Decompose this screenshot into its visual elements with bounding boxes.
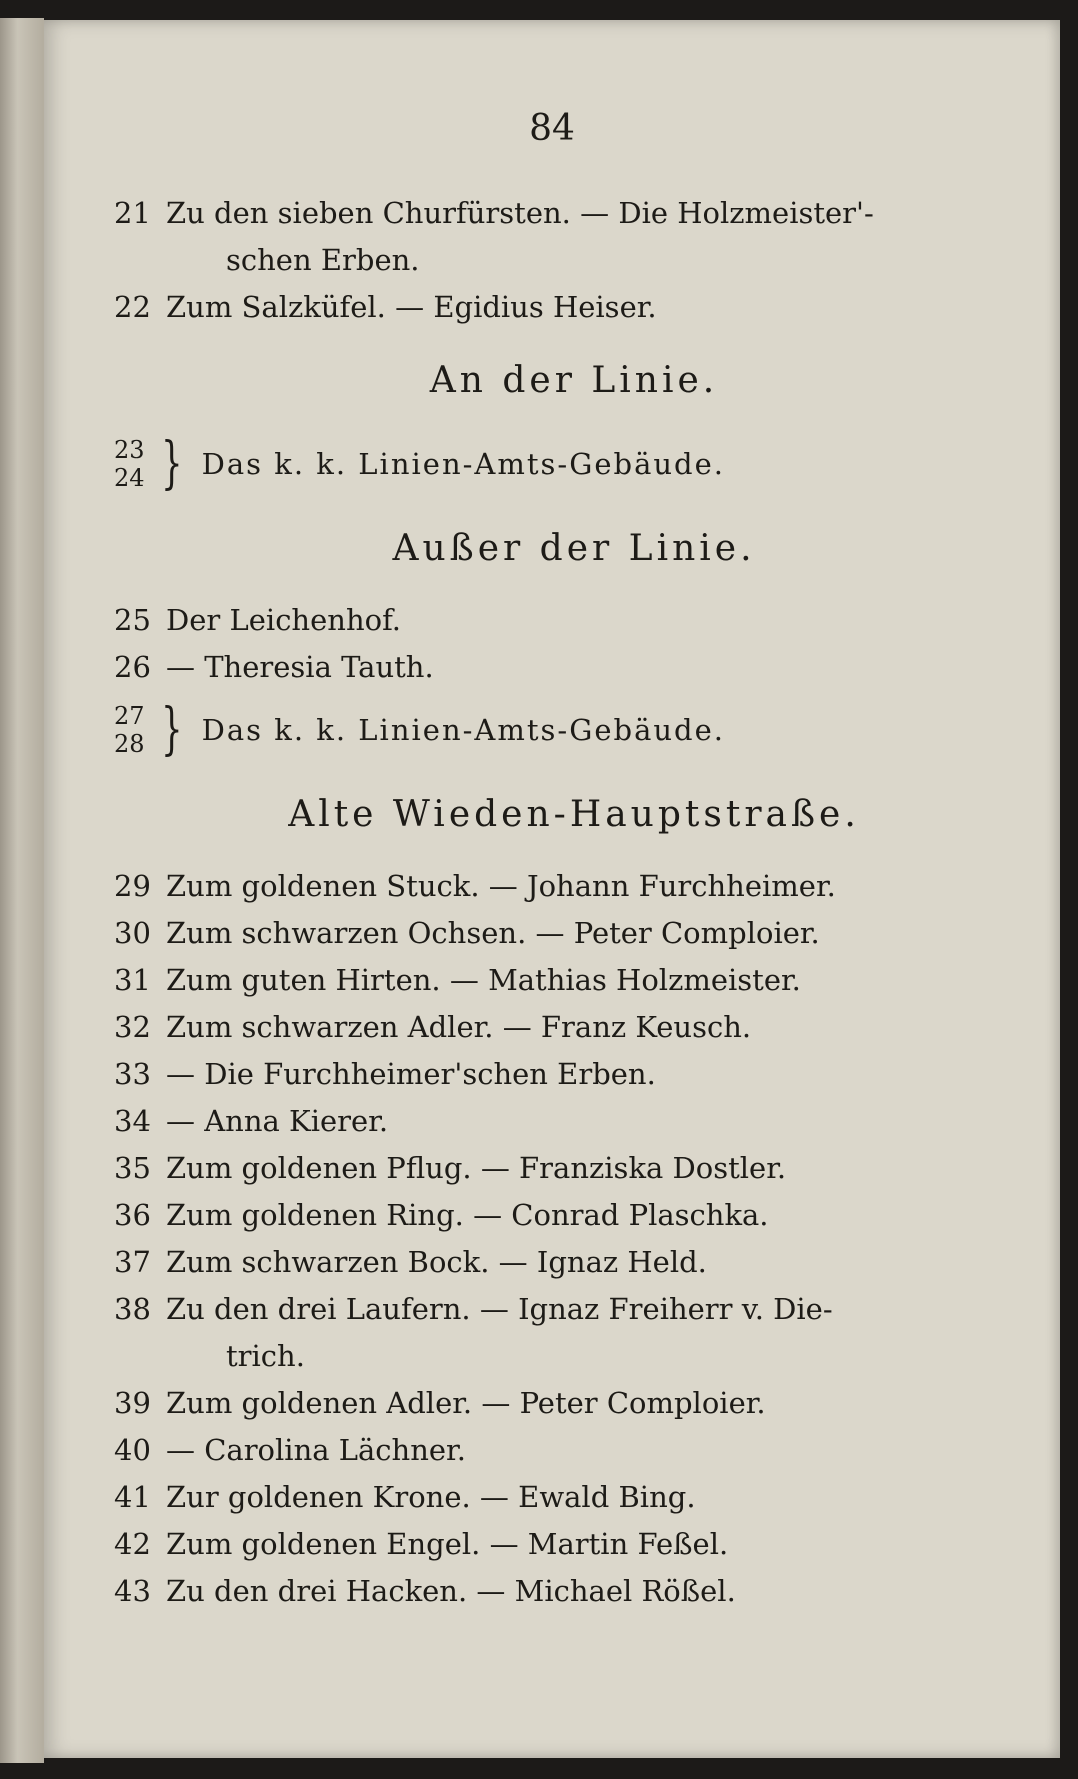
house-number: 34 (114, 1104, 151, 1138)
house-number: 42 (114, 1527, 151, 1561)
house-number: 24 (114, 464, 145, 492)
house-number: 39 (114, 1386, 151, 1420)
entry-text: — Die Furchheimer'schen Erben. (166, 1057, 656, 1091)
entry-text: Das k. k. Linien-Amts-Gebäude. (201, 712, 726, 747)
list-item (114, 1051, 1034, 1098)
house-number: 29 (114, 869, 151, 903)
book-page (44, 20, 1060, 1758)
entry-text: Zum schwarzen Adler. — Franz Keusch. (166, 1010, 752, 1044)
house-number: 26 (114, 650, 151, 684)
entry-text: Zu den drei Laufern. — Ignaz Freiherr v. Die- (166, 1292, 833, 1326)
list-item (114, 910, 1034, 957)
house-number: 22 (114, 290, 151, 324)
house-number: 32 (114, 1010, 151, 1044)
entry-text: Zu den sieben Churfürsten. — Die Holzmeister'- (166, 196, 874, 230)
list-item (114, 1004, 1034, 1051)
list-item (114, 863, 1034, 910)
house-number: 37 (114, 1245, 151, 1279)
entry-text: Zum schwarzen Bock. — Ignaz Held. (166, 1245, 707, 1279)
list-item (114, 1286, 1034, 1333)
house-number: 21 (114, 196, 151, 230)
list-item (114, 644, 1034, 691)
entry-text: Zum goldenen Engel. — Martin Feßel. (166, 1527, 729, 1561)
list-item (114, 1239, 1034, 1286)
list-item (114, 957, 1034, 1004)
list-item (114, 1098, 1034, 1145)
list-item (114, 284, 1034, 331)
house-number: 23 (114, 436, 145, 464)
entry-text: Zu den drei Hacken. — Michael Rößel. (166, 1574, 736, 1608)
house-number: 41 (114, 1480, 151, 1514)
address-list (114, 190, 1034, 1615)
curly-brace: } (161, 697, 183, 762)
house-number: 30 (114, 916, 151, 950)
entry-text: Zum schwarzen Ochsen. — Peter Comploier. (166, 916, 820, 950)
list-item (114, 1521, 1034, 1568)
list-item (114, 1145, 1034, 1192)
list-item (114, 190, 1034, 237)
house-number: 36 (114, 1198, 151, 1232)
house-number: 31 (114, 963, 151, 997)
entry-text: Zur goldenen Krone. — Ewald Bing. (166, 1480, 696, 1514)
house-number: 27 (114, 702, 145, 730)
list-item (114, 1427, 1034, 1474)
section-heading: Außer der Linie. (392, 528, 756, 569)
bracketed-entry (114, 429, 1034, 499)
list-item (114, 1192, 1034, 1239)
book-gutter (0, 18, 44, 1763)
page-number: 84 (529, 108, 575, 149)
house-number: 28 (114, 730, 145, 758)
house-number: 38 (114, 1292, 151, 1326)
entry-text: Zum guten Hirten. — Mathias Holzmeister. (166, 963, 801, 997)
bracketed-entry (114, 695, 1034, 765)
list-item (114, 1474, 1034, 1521)
entry-text: — Carolina Lächner. (166, 1433, 466, 1467)
entry-text: Zum goldenen Stuck. — Johann Furchheimer. (166, 869, 836, 903)
list-item (114, 1380, 1034, 1427)
list-item (114, 1568, 1034, 1615)
section-entries (114, 863, 1034, 1615)
house-number: 40 (114, 1433, 151, 1467)
section-heading: Alte Wieden-Hauptstraße. (288, 794, 860, 835)
list-item (114, 597, 1034, 644)
curly-brace: } (161, 431, 183, 496)
bracket-numbers (114, 436, 154, 492)
entry-continuation: trich. (226, 1339, 305, 1373)
entry-text: Zum goldenen Ring. — Conrad Plaschka. (166, 1198, 769, 1232)
house-number: 43 (114, 1574, 151, 1608)
house-number: 25 (114, 603, 151, 637)
entry-continuation: schen Erben. (226, 243, 420, 277)
section-heading: An der Linie. (429, 360, 719, 401)
entry-text: Das k. k. Linien-Amts-Gebäude. (201, 446, 726, 481)
entry-text: — Theresia Tauth. (166, 650, 434, 684)
entry-text: Zum goldenen Adler. — Peter Comploier. (166, 1386, 766, 1420)
bracket-numbers (114, 702, 154, 758)
entry-text: Zum goldenen Pflug. — Franziska Dostler. (166, 1151, 787, 1185)
entry-text: Der Leichenhof. (166, 603, 402, 637)
house-number: 33 (114, 1057, 151, 1091)
entry-text: Zum Salzküfel. — Egidius Heiser. (166, 290, 657, 324)
house-number: 35 (114, 1151, 151, 1185)
entry-text: — Anna Kierer. (166, 1104, 389, 1138)
